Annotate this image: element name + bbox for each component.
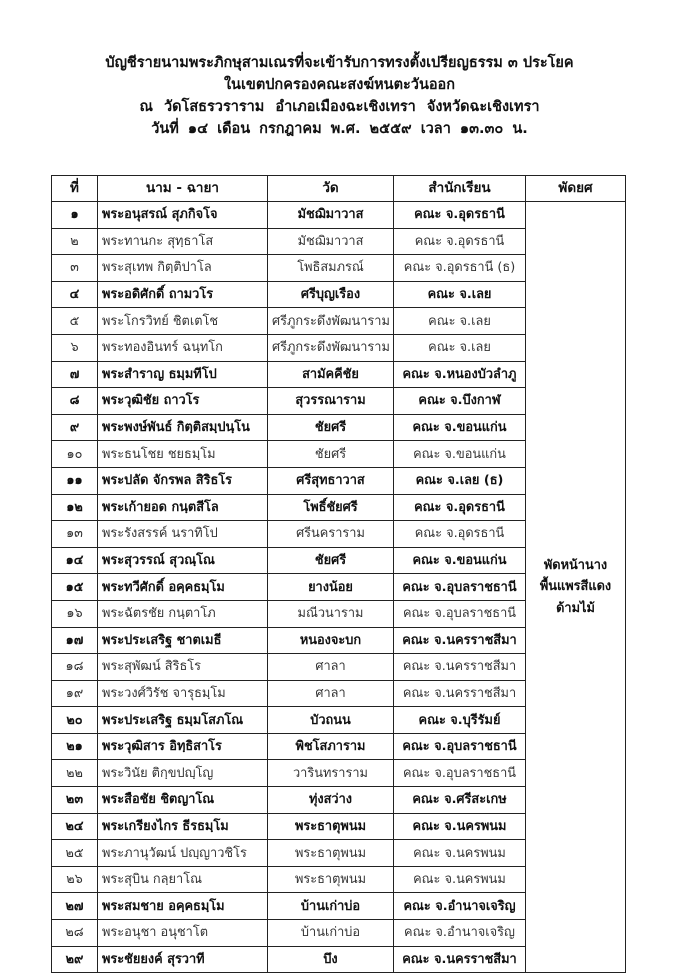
cell-school: คณะ จ.ศรีสะเกษ xyxy=(394,787,526,814)
monk-roster-table xyxy=(51,175,626,973)
cell-number: ๑๙ xyxy=(52,680,98,707)
cell-number: ๑๖ xyxy=(52,600,98,627)
cell-school: คณะ จ.อุดรธานี xyxy=(394,521,526,548)
cell-temple: สุวรรณาราม xyxy=(268,388,394,415)
cell-school: คณะ จ.บึงกาฬ xyxy=(394,388,526,415)
cell-temple: บ้านเก่าบ่อ xyxy=(268,920,394,947)
cell-school: คณะ จ.อุดรธานี xyxy=(394,202,526,229)
cell-temple: บึง xyxy=(268,946,394,973)
cell-school: คณะ จ.อุบลราชธานี xyxy=(394,733,526,760)
cell-number: ๒๔ xyxy=(52,813,98,840)
cell-school: คณะ จ.นครพนม xyxy=(394,813,526,840)
cell-school: คณะ จ.อุบลราชธานี xyxy=(394,600,526,627)
cell-name: พระวินัย ติกฺขปญฺโญ xyxy=(98,760,268,787)
cell-temple: มัชฌิมาวาส xyxy=(268,228,394,255)
cell-number: ๑ xyxy=(52,202,98,229)
cell-school: คณะ จ.นครราชสีมา xyxy=(394,680,526,707)
cell-school: คณะ จ.อุบลราชธานี xyxy=(394,574,526,601)
cell-name: พระธนโชย ชยธมฺโม xyxy=(98,441,268,468)
cell-school: คณะ จ.เลย xyxy=(394,334,526,361)
title-line-1: บัญชีรายนามพระภิกษุสามเณรที่จะเข้ารับการทรงตั้งเปรียญธรรม ๓ ประโยค xyxy=(105,55,574,71)
cell-name: พระเก้ายอด กนฺตสีโล xyxy=(98,494,268,521)
title-line-2: ในเขตปกครองคณะสงฆ์หนตะวันออก xyxy=(223,77,456,93)
cell-temple: มณีวนาราม xyxy=(268,600,394,627)
cell-name: พระสมชาย อคฺคธมฺโม xyxy=(98,893,268,920)
cell-name: พระอนุสรณ์ สุภกิจโจ xyxy=(98,202,268,229)
cell-number: ๒๙ xyxy=(52,946,98,973)
title-line-4: วันที่ ๑๔ เดือน กรกฎาคม พ.ศ. ๒๕๕๙ เวลา ๑๓.๓๐ น. xyxy=(151,121,528,137)
cell-school: คณะ จ.ขอนแก่น xyxy=(394,414,526,441)
cell-school: คณะ จ.ขอนแก่น xyxy=(394,441,526,468)
cell-name: พระอดิศักดิ์ ถามวโร xyxy=(98,281,268,308)
cell-school: คณะ จ.เลย xyxy=(394,308,526,335)
cell-name: พระเกรียงไกร ธีรธมฺโม xyxy=(98,813,268,840)
cell-name: พระประเสริฐ ชาตเมธี xyxy=(98,627,268,654)
cell-temple: พระธาตุพนม xyxy=(268,866,394,893)
cell-name: พระสุบิน กลฺยาโณ xyxy=(98,866,268,893)
cell-number: ๑๔ xyxy=(52,547,98,574)
cell-number: ๑๘ xyxy=(52,654,98,681)
document-header xyxy=(0,52,679,140)
cell-number: ๓ xyxy=(52,255,98,282)
table-header-row xyxy=(52,176,626,202)
cell-number: ๑๕ xyxy=(52,574,98,601)
cell-name: พระสือชัย ชิตญาโณ xyxy=(98,787,268,814)
cell-name: พระภานุวัฒน์ ปญฺญาวชิโร xyxy=(98,840,268,867)
column-header-name: นาม - ฉายา xyxy=(98,176,268,202)
cell-number: ๒๒ xyxy=(52,760,98,787)
cell-temple: ศาลา xyxy=(268,680,394,707)
cell-temple: พระธาตุพนม xyxy=(268,840,394,867)
cell-school: คณะ จ.นครราชสีมา xyxy=(394,654,526,681)
cell-name: พระสำราญ ธมฺมทีโป xyxy=(98,361,268,388)
cell-temple: ศรีนคราราม xyxy=(268,521,394,548)
cell-school: คณะ จ.อำนาจเจริญ xyxy=(394,920,526,947)
cell-number: ๘ xyxy=(52,388,98,415)
cell-temple: บัวถนน xyxy=(268,707,394,734)
cell-number: ๒๖ xyxy=(52,866,98,893)
cell-name: พระทองอินทร์ ฉนฺทโก xyxy=(98,334,268,361)
cell-school: คณะ จ.หนองบัวลำภู xyxy=(394,361,526,388)
cell-temple: ศรีสุทธาวาส xyxy=(268,467,394,494)
cell-number: ๒๓ xyxy=(52,787,98,814)
cell-temple: โพธิสมภรณ์ xyxy=(268,255,394,282)
cell-temple: ศรีภูกระดึงพัฒนาราม xyxy=(268,308,394,335)
cell-school: คณะ จ.เลย xyxy=(394,281,526,308)
cell-number: ๑๐ xyxy=(52,441,98,468)
column-header-no: ที่ xyxy=(52,176,98,202)
cell-school: คณะ จ.นครพนม xyxy=(394,840,526,867)
cell-name: พระโกรวิทย์ ชิตเตโช xyxy=(98,308,268,335)
cell-temple: ยางน้อย xyxy=(268,574,394,601)
cell-number: ๒ xyxy=(52,228,98,255)
column-header-temple: วัด xyxy=(268,176,394,202)
cell-temple: บ้านเก่าบ่อ xyxy=(268,893,394,920)
cell-temple: ศรีบุญเรือง xyxy=(268,281,394,308)
cell-school: คณะ จ.นครพนม xyxy=(394,866,526,893)
cell-name: พระฉัตรชัย กนฺตาโภ xyxy=(98,600,268,627)
cell-name: พระชัยยงค์ สุรวาที xyxy=(98,946,268,973)
cell-temple: พิชโสภาราม xyxy=(268,733,394,760)
cell-temple: ชัยศรี xyxy=(268,414,394,441)
cell-number: ๒๘ xyxy=(52,920,98,947)
cell-escort-fan xyxy=(526,202,626,973)
cell-number: ๔ xyxy=(52,281,98,308)
cell-temple: มัชฌิมาวาส xyxy=(268,202,394,229)
cell-name: พระสุเทพ กิตฺติปาโล xyxy=(98,255,268,282)
cell-temple: หนองจะบก xyxy=(268,627,394,654)
cell-school: คณะ จ.บุรีรัมย์ xyxy=(394,707,526,734)
cell-name: พระปลัด จักรพล สิริธโร xyxy=(98,467,268,494)
cell-number: ๕ xyxy=(52,308,98,335)
cell-number: ๙ xyxy=(52,414,98,441)
cell-school: คณะ จ.ขอนแก่น xyxy=(394,547,526,574)
cell-school: คณะ จ.อุบลราชธานี xyxy=(394,760,526,787)
cell-name: พระประเสริฐ ธมฺมโสภโณ xyxy=(98,707,268,734)
cell-number: ๒๐ xyxy=(52,707,98,734)
cell-number: ๒๕ xyxy=(52,840,98,867)
cell-name: พระรังสรรค์ นราทิโป xyxy=(98,521,268,548)
cell-name: พระสุพัฒน์ สิริธโร xyxy=(98,654,268,681)
table-body xyxy=(52,202,626,973)
cell-number: ๗ xyxy=(52,361,98,388)
cell-school: คณะ จ.อุดรธานี (ธ) xyxy=(394,255,526,282)
cell-temple: สามัคคีชัย xyxy=(268,361,394,388)
cell-number: ๑๒ xyxy=(52,494,98,521)
cell-name: พระวุฒิสาร อิทฺธิสาโร xyxy=(98,733,268,760)
cell-number: ๒๑ xyxy=(52,733,98,760)
cell-number: ๒๗ xyxy=(52,893,98,920)
cell-school: คณะ จ.อำนาจเจริญ xyxy=(394,893,526,920)
cell-name: พระทวีศักดิ์ อคฺคธมฺโม xyxy=(98,574,268,601)
cell-temple: พระธาตุพนม xyxy=(268,813,394,840)
escort-fan-line: ด้ามไม้ xyxy=(556,600,595,616)
escort-fan-line: พื้นแพรสีแดง xyxy=(539,579,612,595)
cell-temple: ศาลา xyxy=(268,654,394,681)
table-row xyxy=(52,202,626,229)
cell-number: ๖ xyxy=(52,334,98,361)
cell-name: พระทานกะ สุทฺธาโส xyxy=(98,228,268,255)
cell-number: ๑๑ xyxy=(52,467,98,494)
cell-temple: ชัยศรี xyxy=(268,441,394,468)
cell-name: พระวงศ์วิรัช จารุธมฺโม xyxy=(98,680,268,707)
cell-temple: โพธิ์ชัยศรี xyxy=(268,494,394,521)
cell-temple: ศรีภูกระดึงพัฒนาราม xyxy=(268,334,394,361)
cell-school: คณะ จ.นครราชสีมา xyxy=(394,946,526,973)
cell-school: คณะ จ.นครราชสีมา xyxy=(394,627,526,654)
cell-school: คณะ จ.อุดรธานี xyxy=(394,228,526,255)
cell-school: คณะ จ.เลย (ธ) xyxy=(394,467,526,494)
cell-number: ๑๓ xyxy=(52,521,98,548)
title-line-3: ณ วัดโสธรวราราม อำเภอเมืองฉะเชิงเทรา จังหวัดฉะเชิงเทรา xyxy=(139,99,540,115)
cell-temple: ทุ่งสว่าง xyxy=(268,787,394,814)
cell-name: พระสุวรรณ์ สุวณฺโณ xyxy=(98,547,268,574)
cell-temple: ชัยศรี xyxy=(268,547,394,574)
cell-name: พระอนุชา อนุชาโต xyxy=(98,920,268,947)
column-header-escort: พัดยศ xyxy=(526,176,626,202)
cell-number: ๑๗ xyxy=(52,627,98,654)
cell-temple: วารินทราราม xyxy=(268,760,394,787)
cell-name: พระพงษ์พันธ์ กิตฺติสมฺปนฺโน xyxy=(98,414,268,441)
column-header-school: สำนักเรียน xyxy=(394,176,526,202)
cell-school: คณะ จ.อุดรธานี xyxy=(394,494,526,521)
escort-fan-line: พัดหน้านาง xyxy=(543,557,608,573)
cell-name: พระวุฒิชัย ถาวโร xyxy=(98,388,268,415)
